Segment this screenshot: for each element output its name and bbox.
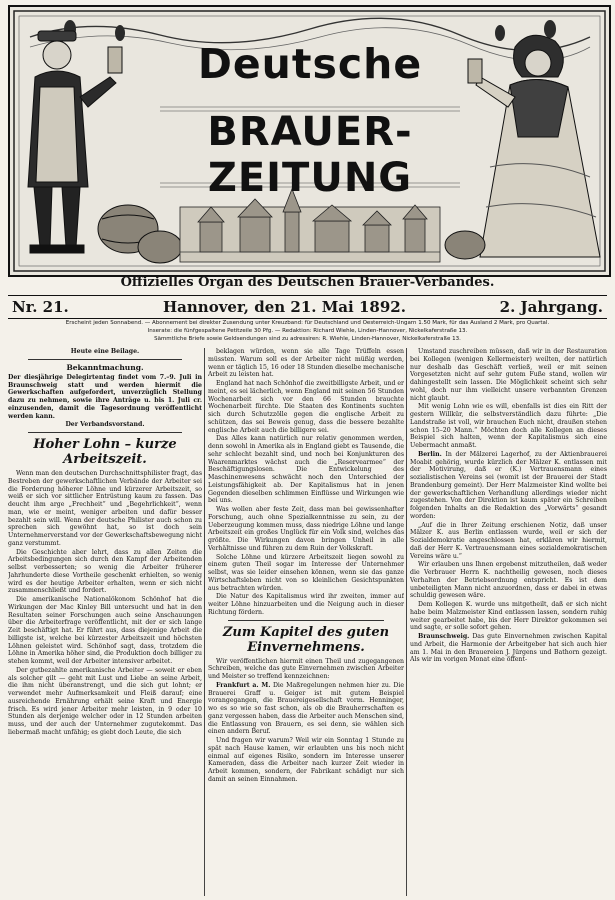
paragraph: Die amerikanische Nationalökonom Schönhof hat die Wirkungen der Mac Kinley Bill untersucht und hat in den Resultaten seiner Forschungen auch seine Anschauungen über die Arbeiterfrage veröffentlicht, mit der er sich lange Zeit beschäftigt hat. Er führt aus, dass diejenige Arbeit die billigste ist, welche bei kürzester Arbeitszeit und höchsten Löhnen geleistet wird. Schönhof sagt, dass, trotzdem die Löhne in Amerika höher sind, die Produktion doch billiger zu stehen kommt, weil der Arbeiter intensiver arbeitet. — [8, 596, 202, 665]
divider — [228, 620, 384, 621]
info-line: Sämmtliche Briefe sowie Geldsendungen sind zu adressiren: R. Wiehle, Linden-Hannover, Nickelkaferstraße 13. — [154, 336, 461, 342]
title-block — [135, 41, 485, 201]
divider — [28, 432, 182, 433]
info-line: Inserate: die fünfgespaltene Petitzeile 30 Pfg. — Redaktion: Richard Wiehle, Linden-Hannover, Nickelkaferstraße 13. — [147, 328, 468, 334]
dateline: Berlin. — [418, 450, 442, 458]
beilage-notice: Heute eine Beilage. — [70, 348, 140, 355]
paragraph: Die Natur des Kapitalismus wird ihr zweiten, immer auf weiter Löhne hinzuarbeiten und die Neigung auch in dieser Richtung fördern. — [208, 593, 404, 616]
masthead-title-top: Deutsche — [197, 40, 423, 88]
column-rule — [406, 348, 407, 896]
column-1 — [8, 348, 202, 896]
column-rule — [204, 348, 205, 896]
paragraph-text: Die Maßregelungen nehmen hier zu. Die Brauerei Graff u. Geiger ist mit gutem Beispiel vorangegangen, die Brauereigesellschaft vorm. Henninger, wo es so wie so fast schon, als ob die Brauherrschaften es ganz vergessen haben, dass die Arbeiter auch Menschen sind, die Entlassung von Brauern, es sei denn, sie wählen sich einen andern Beruf. — [208, 681, 404, 736]
woman-figure-right — [468, 35, 600, 257]
paragraph — [410, 451, 607, 521]
column-3 — [410, 348, 607, 896]
paragraph: Wir veröffentlichen hiermit einen Theil und zugegangenen Schreiben, welche das gute Einvernehmen zwischen Arbeiter und Meister so treffend kennzeichnen: — [208, 657, 404, 680]
paragraph: beklagen würden, wenn sie alle Tage Trüffeln essen müssten. Warum soll es der Arbeiter nicht müßig werden, wenn er täglich 15, 16 oder 18 Stunden dieselbe mechanische Arbeit zu leisten hat. — [208, 348, 404, 379]
paragraph: Der gutbezahlte amerikanische Arbeiter — soweit er eben als solcher gilt — geht mit Lust und Liebe an seine Arbeit, die ihm nicht überanstrengt, und die sich gut lohnt; er verwendet mehr Aufmerksamkeit und Fleiß darauf; eine ausreichende Ernährung erhält seine Kraft und Energie frisch. Es wird jener Arbeiter mehr leisten, in 9 oder 10 Stunden als derjenige welcher oder in 12 Stunden arbeiten muss, und der auch der Unternehmer zugutekommt. Das liebermaß macht unfähig; es giebt doch Leute, die sich — [8, 666, 202, 736]
paragraph-text: In der Mälzerei Lagerhof, zu der Aktienbrauerei Moabit gehörig, wurde kürzlich der Mälzer K. entlassen mit der Motivirung, daß er (K.) Vertrauensmann eines sozialistischen Vereins sei (womit ist der Brauerei der Stadt Brandenburg gemeint). Der Herr Malzmeister Kind wollte bei der gewerkschaftlichen Verhandlung allerdings wieder nicht zugestehen. Von der Direktion ist kaum später ein Schreiben folgenden Inhalts an die Redaktion des „Vorwärts“ gesandt worden: — [410, 450, 607, 520]
paragraph: Das Alles kann natürlich nur relativ genommen werden, denn sowohl in Amerika als in England giebt es Tausende, die sehr schlecht bezahlt sind, und noch bei Konjunkturen des Waarenmarktes wächst auch die „Reservearmee“ der Beschäftigungslosen. Die Entwickelung des Maschinenwesens schwächt noch den Unterschied der Leistungsfähigkeit ab. Der Kapitalismus hat in jenen Gegenden dieselben schlimmen Einflüsse und Wirkungen wie bei uns. — [208, 435, 404, 505]
paragraph: Wenn man den deutschen Durchschnittsphilister fragt, das Bestreben der gewerkschaftlichen Verbände der Arbeiter sei die Forderung höherer Löhne und kürzerer Arbeitszeit, so weiß er sich vor sittlicher Entrüstung kaum zu fassen. Das deucht ihm arge „Frechheit“ und „Begehrlichkeit“, wenn man, wie er meint, weniger arbeiten und dafür besser bezahlt sein will. Wenn der deutsche Philister auch schon zu sprechen sich gewöhnt hat, so ist doch sein Unternehmerverstand vor der Gewerkschaftsbewegung nicht ganz verstummt. — [8, 470, 202, 547]
announcement-text: Der diesjährige Delegirtentag findet vom 7.–9. Juli in Braunschweig statt und werden hiermit die Gewerkschaften aufgefordert, unverzüglich Stellung dazu zu nehmen, sowie ihre Anträge u. bis 1. Juli cr. einzusenden, damit die Tagesordnung veröffentlicht werden kann. — [8, 373, 202, 420]
paragraph: Dem Kollegen K. wurde uns mitgetheilt, daß er sich nicht habe beim Malzmeister Kind entlassen lassen, sondern ruhig weiter gearbeitet habe, bis der Herr Direktor gekommen sei und sagte, er solle sofort gehen. — [410, 601, 607, 632]
article-title: Hoher Lohn – kurze Arbeitszeit. — [33, 437, 177, 467]
paragraph: Die Geschichte aber lehrt, dass zu allen Zeiten die Arbeitsbedingungen sich durch den Kampf der Arbeitenden selbst verbesserten; so wenig die Arbeiter früherer Jahrhunderte diese Vortheile geschenkt erhielten, so wenig wird es der heutige Arbeiter erhalten, wenn er sich nicht zusammenschließt und fordert. — [8, 548, 202, 595]
paragraph: Was wollen aber feste Zeit, dass man bei gewissenhafter Forschung, auch ohne Spezialkenntnisse zu sein, zu der Ueberzeugung kommen muss, dass niedrige Löhne und lange Arbeitszeit ein großes Unglück für ein Volk sind, welches das größte. Die Wirkungen davon bringen Unheil in alle Verhältnisse und führen zu dem Ruin der Volkskraft. — [208, 506, 404, 552]
issue-year: 2. Jahrgang. — [499, 298, 603, 316]
masthead-subtitle: Offizielles Organ des Deutschen Brauer-Verbandes. — [120, 275, 495, 290]
paragraph: Mit wenig Lohn wie es will, ebenfalls ist dies ein Ritt der gestern Willkür, die selbstverständlich dazu führte: „Die Landstraße ist voll, wir brauchen Euch nicht, draußen stehen schon 15–20 Mann.“ Möchten doch alle Kollegen an dieses Beispiel sich halten, wenn der Kapitalismus sich eine Uebermacht anmaßt. — [410, 403, 607, 449]
column-2 — [208, 348, 404, 896]
paragraph: „Auf die in Ihrer Zeitung erschienen Notiz, daß unser Mälzer K. aus Berlin entlassen wurde, weil er sich der Sozialdemokratie angeschlossen hat, erklären wir hiermit, daß der Herr K. Vertrauensmann eines sozialdemokratischen Vereins wäre u.“ — [410, 521, 607, 560]
dateline: Braunschweig. — [418, 633, 470, 640]
paragraph: Und fragen wir warum? Weil wir ein Sonntag 1 Stunde zu spät nach Hause kamen, wir erlaubten uns bis noch nicht einmal auf eigenes Risiko, sondern im Interesse unserer Kameraden, dass die Arbeiter nach kurzer Zeit wieder in Arbeit kommen, sondern, der Fabrikant schädigt nur sich damit an seinen Einnahmen. — [208, 737, 404, 783]
paragraph: Wir erlauben uns Ihnen ergebenst mitzutheilen, daß weder die Verbrauer Herrn K. nachtheilig gewesen, noch dieses Verhalten der Betriebsordnung entspricht. Es ist dem unbeteiligten Mann nicht anzuordnen, dass er dabei in etwas schuldig gewesen wäre. — [410, 561, 607, 600]
paragraph: Umstand zuschreiben müssen, daß wir in der Restauration bei Kollegen (wenigen Kellermeister) weilten, der natürlich nur deshalb das Geschäft verließ, weil er mit seinen Vorgesetzten nicht auf sehr gutem Fuße stand, wollen wir dahingestellt sein lassen. Die Möglichkeit scheint sich sehr wohl, doch nur ihm vielleicht unsere verbannten Grenzen nicht glaubt. — [410, 348, 607, 402]
masthead-title-main: BRAUER-ZEITUNG — [207, 109, 413, 201]
issue-number: Nr. 21. — [12, 298, 69, 316]
paragraph — [410, 633, 607, 664]
divider — [28, 359, 182, 360]
paragraph: England hat nach Schönhof die zweitbilligste Arbeit, und er meint, es sei lächerlich, wenn England mit seinen 56 Stunden Wochenarbeit sich vor den 66 Stunden brauchte Wochenarbeit fürchte. Die Staaten des Kontinents suchten sich durch Schutzzölle gegen die englische Arbeit zu schützen, das sei Beweis genug, dass die bessere bezahlte englische Arbeit auch die billigere sei. — [208, 380, 404, 434]
paragraph: Solche Löhne und kürzere Arbeitszeit liegen sowohl zu einem guten Theil sogar im Interesse der Unternehmer selbst, was sie leider einsehen können, wenn sie das ganze Wirtschaftsleben nicht von so kleinlichen Gesichtspunkten aus betrachten würden. — [208, 553, 404, 592]
issue-place-date: Hannover, den 21. Mai 1892. — [163, 298, 406, 316]
paragraph-text: Das gute Einvernehmen zwischen Kapital und Arbeit, die Harmonie der Arbeitgeber hat sich auch hier am 1. Mai in den Brauereien J. Jürgens und Bathorn gezeigt. Als wir im vorigen Monat eine öffent- — [410, 633, 607, 664]
announcement-heading: Bekanntmachung. — [66, 362, 144, 372]
issue-line — [8, 295, 607, 319]
article-title: Zum Kapitel des guten Einvernehmens. — [222, 624, 390, 655]
dateline: Frankfurt a. M. — [216, 681, 271, 689]
subscription-info — [12, 319, 603, 343]
announcement-signature: Der Verbandsvorstand. — [65, 421, 145, 429]
paragraph — [208, 682, 404, 736]
info-line: Erscheint jeden Sonnabend. — Abonnement bei direkter Zusendung unter Kreuzband: für Deutschland und Oesterreich-Ungarn 1.50 Mark, für das Ausland 2 Mark, pro Quartal. — [65, 320, 550, 326]
masthead — [8, 5, 611, 277]
